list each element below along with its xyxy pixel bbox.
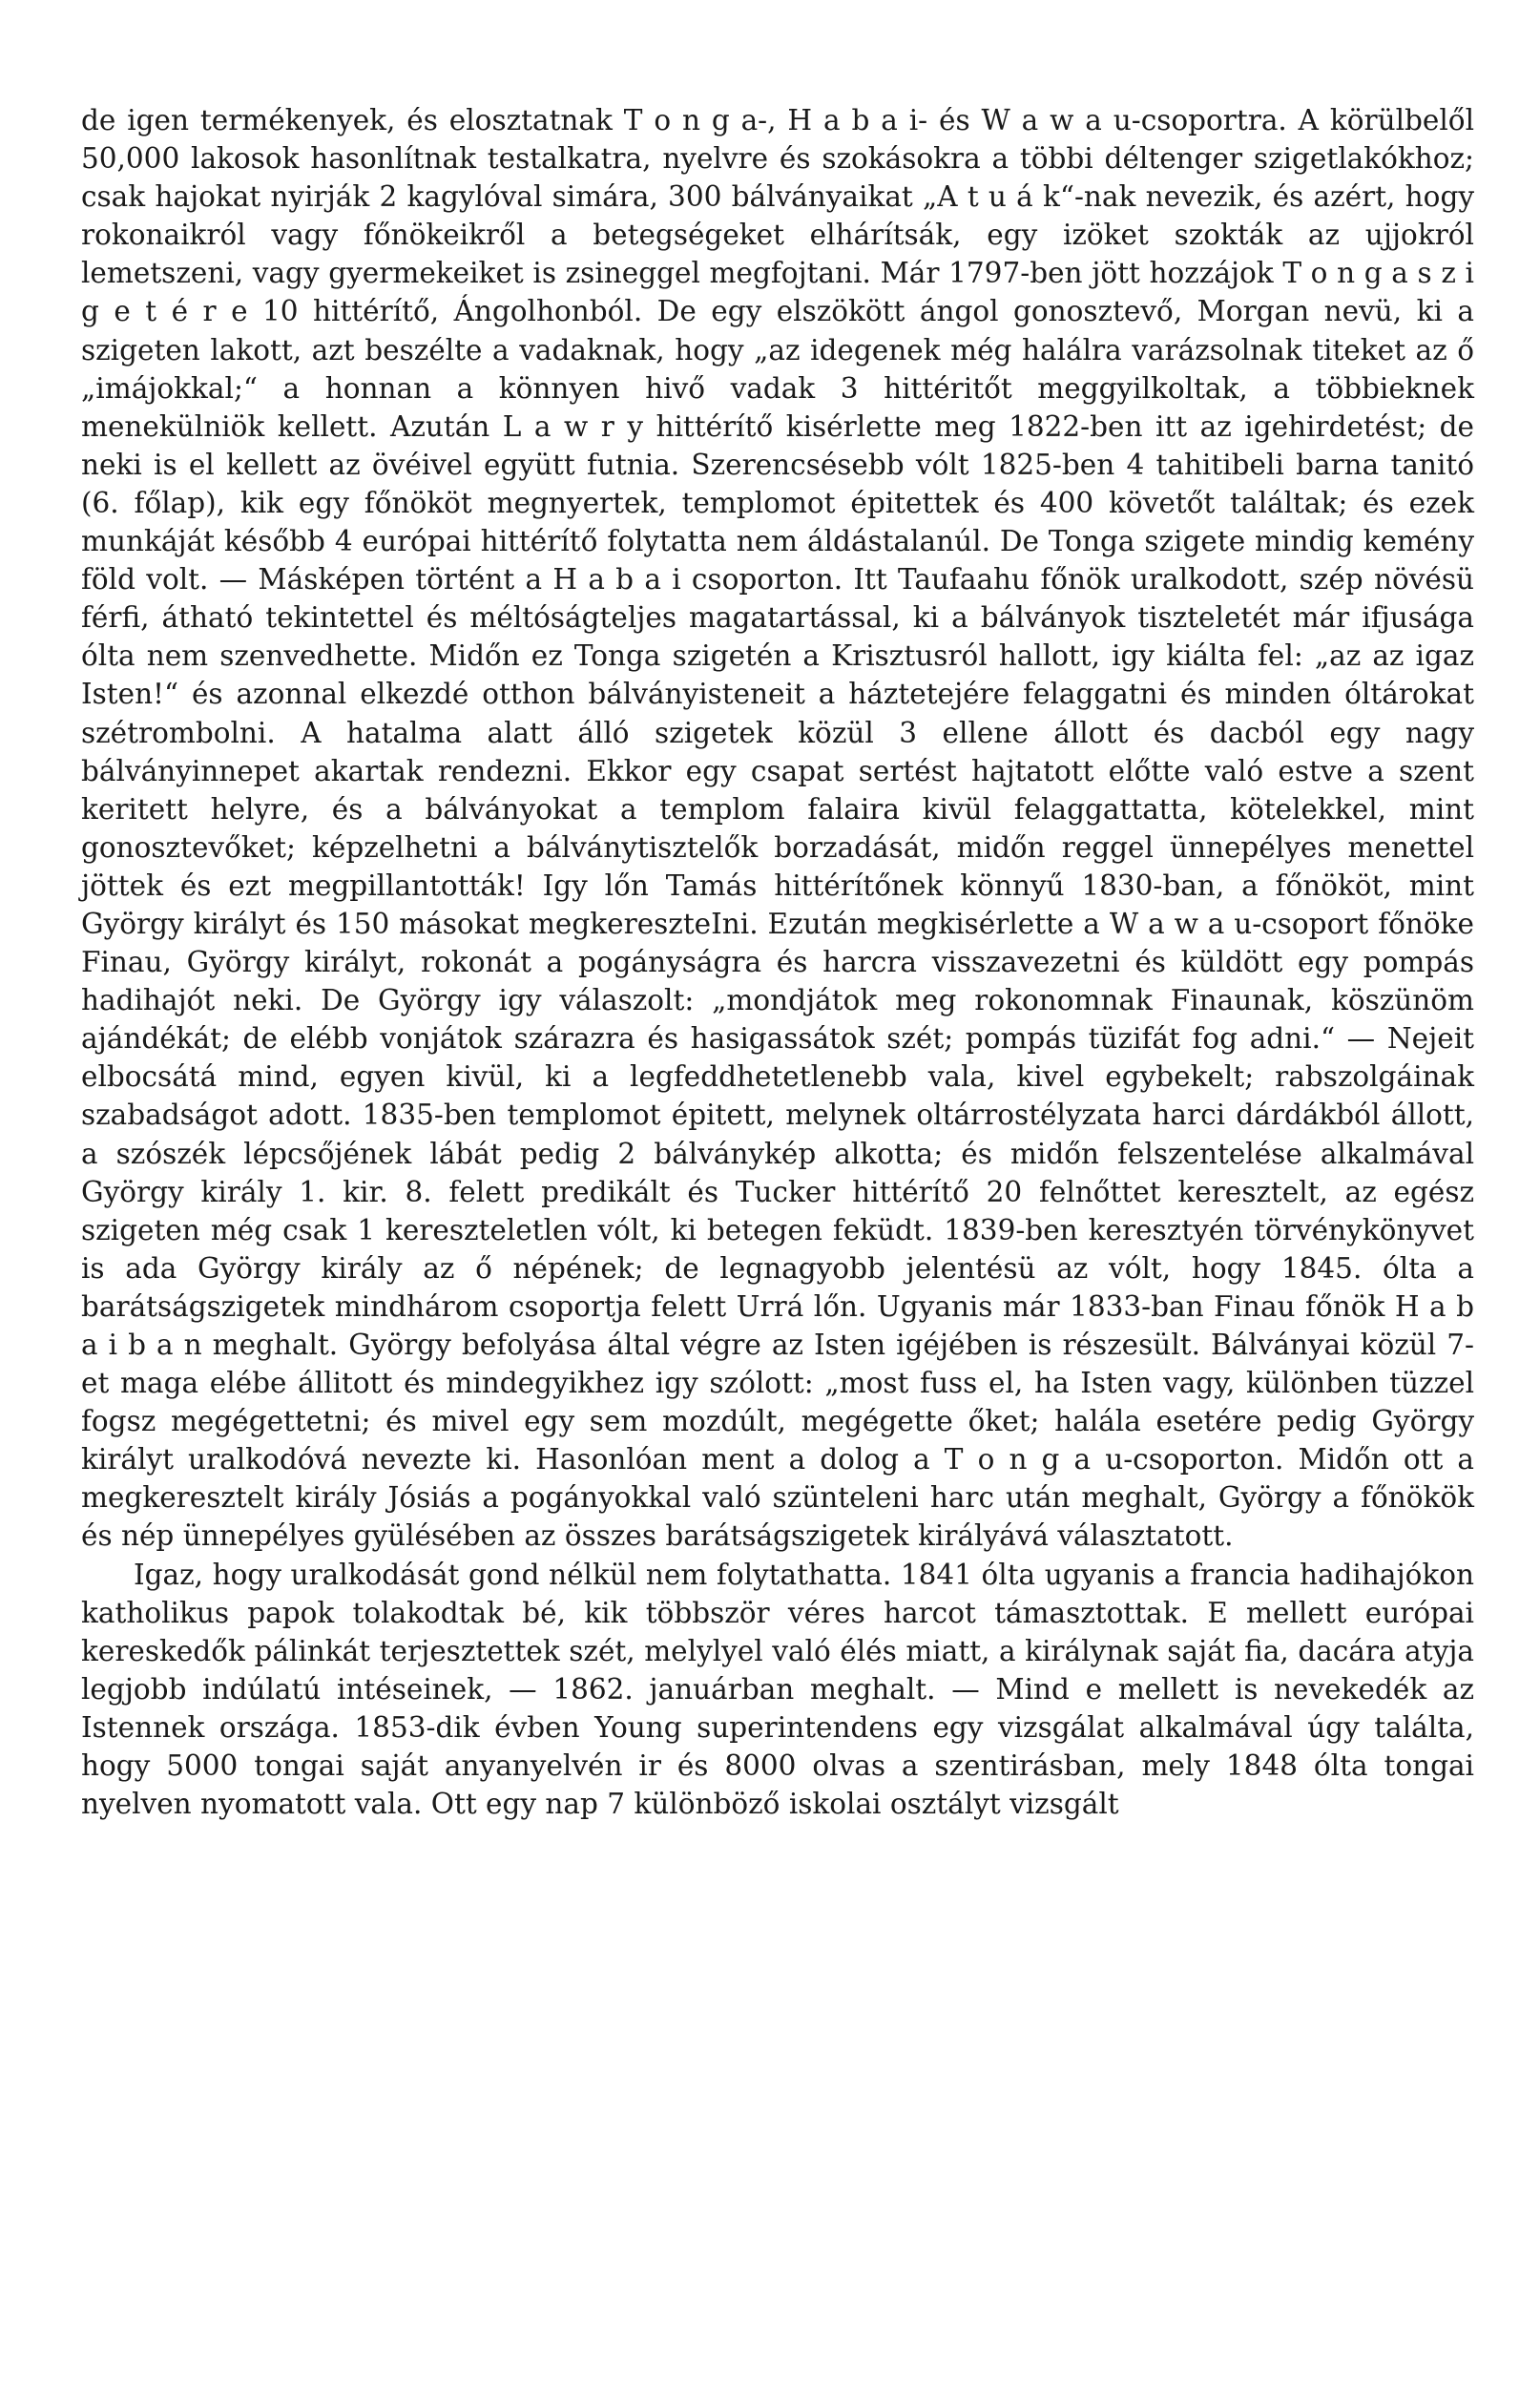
- page-body: [81, 101, 1474, 1823]
- paragraph-igaz: Igaz, hogy uralkodását gond nélkül nem folytathatta. 1841 ólta ugyanis a francia hadihajókon katholikus papok tolakodtak bé, kik többször véres harcot támasztottak. E mellett európai kereskedők pálinkát terjesztettek szét, melylyel való élés miatt, a királynak saját fia, dacára atyja legjobb indúlatú intéseinek, — 1862. januárban meghalt. — Mind e mellett is nevekedék az Istennek országa. 1853-dik évben Young superintendens egy vizsgálat alkalmával úgy találta, hogy 5000 tongai saját anyanyelvén ir és 8000 olvas a szentirásban, mely 1848 ólta tongai nyelven nyomatott vala. Ott egy nap 7 különböző iskolai osztályt vizsgált: [81, 1558, 1474, 1821]
- paragraph-main: de igen termékenyek, és elosztatnak T o n g a-, H a b a i- és W a w a u-csoportra. A körülbelől 50,000 lakosok hasonlítnak testalkatra, nyelvre és szokásokra a többi déltenger szigetlakókhoz; csak hajokat nyirják 2 kagylóval simára, 300 bálványaikat „A t u á k“-nak nevezik, és azért, hogy rokonaikról vagy főnökeikről a betegségeket elhárítsák, egy izöket szokták az ujjokról lemetszeni, vagy gyermekeiket is zsineggel megfojtani. Már 1797-ben jött hozzájok T o n g a s z i g e t é r e 10 hittérítő, Ángolhonból. De egy elszökött ángol gonosztevő, Morgan nevü, ki a szigeten lakott, azt beszélte a vadaknak, hogy „az idegenek még halálra varázsolnak titeket az ő „imájokkal;“ a honnan a könnyen hivő vadak 3 hittéritőt meggyilkoltak, a többieknek menekülniök kellett. Azután L a w r y hittérítő kisérlette meg 1822-ben itt az igehirdetést; de neki is el kellett az övéivel együtt futnia. Szerencsésebb vólt 1825-ben 4 tahitibeli barna tanitó (6. főlap), kik egy főnököt megnyertek, templomot épitettek és 400 követőt találtak; és ezek munkáját később 4 európai hittérítő folytatta nem áldástalanúl. De Tonga szigete mindig kemény föld volt. — Másképen történt a H a b a i csoporton. Itt Taufaahu főnök uralkodott, szép növésü férfi, átható tekintettel és méltóságteljes magatartással, ki a bálványok tiszteletét már ifjusága ólta nem szenvedhette. Midőn ez Tonga szigetén a Krisztusról hallott, igy kiálta fel: „az az igaz Isten!“ és azonnal elkezdé otthon bálványisteneit a háztetejére felaggatni és minden óltárokat szétrombolni. A hatalma alatt álló szigetek közül 3 ellene állott és dacból egy nagy bálványinnepet akartak rendezni. Ekkor egy csapat sertést hajtatott előtte való estve a szent keritett helyre, és a bálványokat a templom falaira kivül felaggattatta, kötelekkel, mint gonosztevőket; képzelhetni a bálványtisztelők borzadását, midőn reggel ünnepélyes menettel jöttek és ezt megpillantották! Igy lőn Tamás hittérítőnek könnyű 1830-ban, a főnököt, mint György királyt és 150 másokat megkereszteIni. Ezután megkisérlette a W a w a u-csoport főnöke Finau, György királyt, rokonát a pogányságra és harcra visszavezetni és küldött egy pompás hadihajót neki. De György igy válaszolt: „mondjátok meg rokonomnak Finaunak, köszünöm ajándékát; de elébb vonjátok szárazra és hasigassátok szét; pompás tüzifát fog adni.“ — Nejeit elbocsátá mind, egyen kivül, ki a legfeddhetetlenebb vala, kivel egybekelt; rabszolgáinak szabadságot adott. 1835-ben templomot épitett, melynek oltárrostélyzata harci dárdákból állott, a szószék lépcsőjének lábát pedig 2 bálványkép alkotta; és midőn felszentelése alkalmával György király 1. kir. 8. felett predikált és Tucker hittérítő 20 felnőttet keresztelt, az egész szigeten még csak 1 kereszteletlen vólt, ki betegen feküdt. 1839-ben keresztyén törvénykönyvet is ada György király az ő népének; de legnagyobb jelentésü az vólt, hogy 1845. ólta a barátságszigetek mindhárom csoportja felett Urrá lőn. Ugyanis már 1833-ban Finau főnök H a b a i b a n meghalt. György befolyása által végre az Isten igéjében is részesült. Bálványai közül 7-et maga elébe állitott és mindegyikhez igy szólott: „most fuss el, ha Isten vagy, különben tüzzel fogsz megégettetni; és mivel egy sem mozdúlt, megégette őket; halála esetére pedig György királyt uralkodóvá nevezte ki. Hasonlóan ment a dolog a T o n g a u-csoporton. Midőn ott a megkeresztelt király Jósiás a pogányokkal való szünteleni harc után meghalt, György a főnökök és nép ünnepélyes gyülésében az összes barátságszigetek királyává választatott.: [81, 104, 1474, 1553]
